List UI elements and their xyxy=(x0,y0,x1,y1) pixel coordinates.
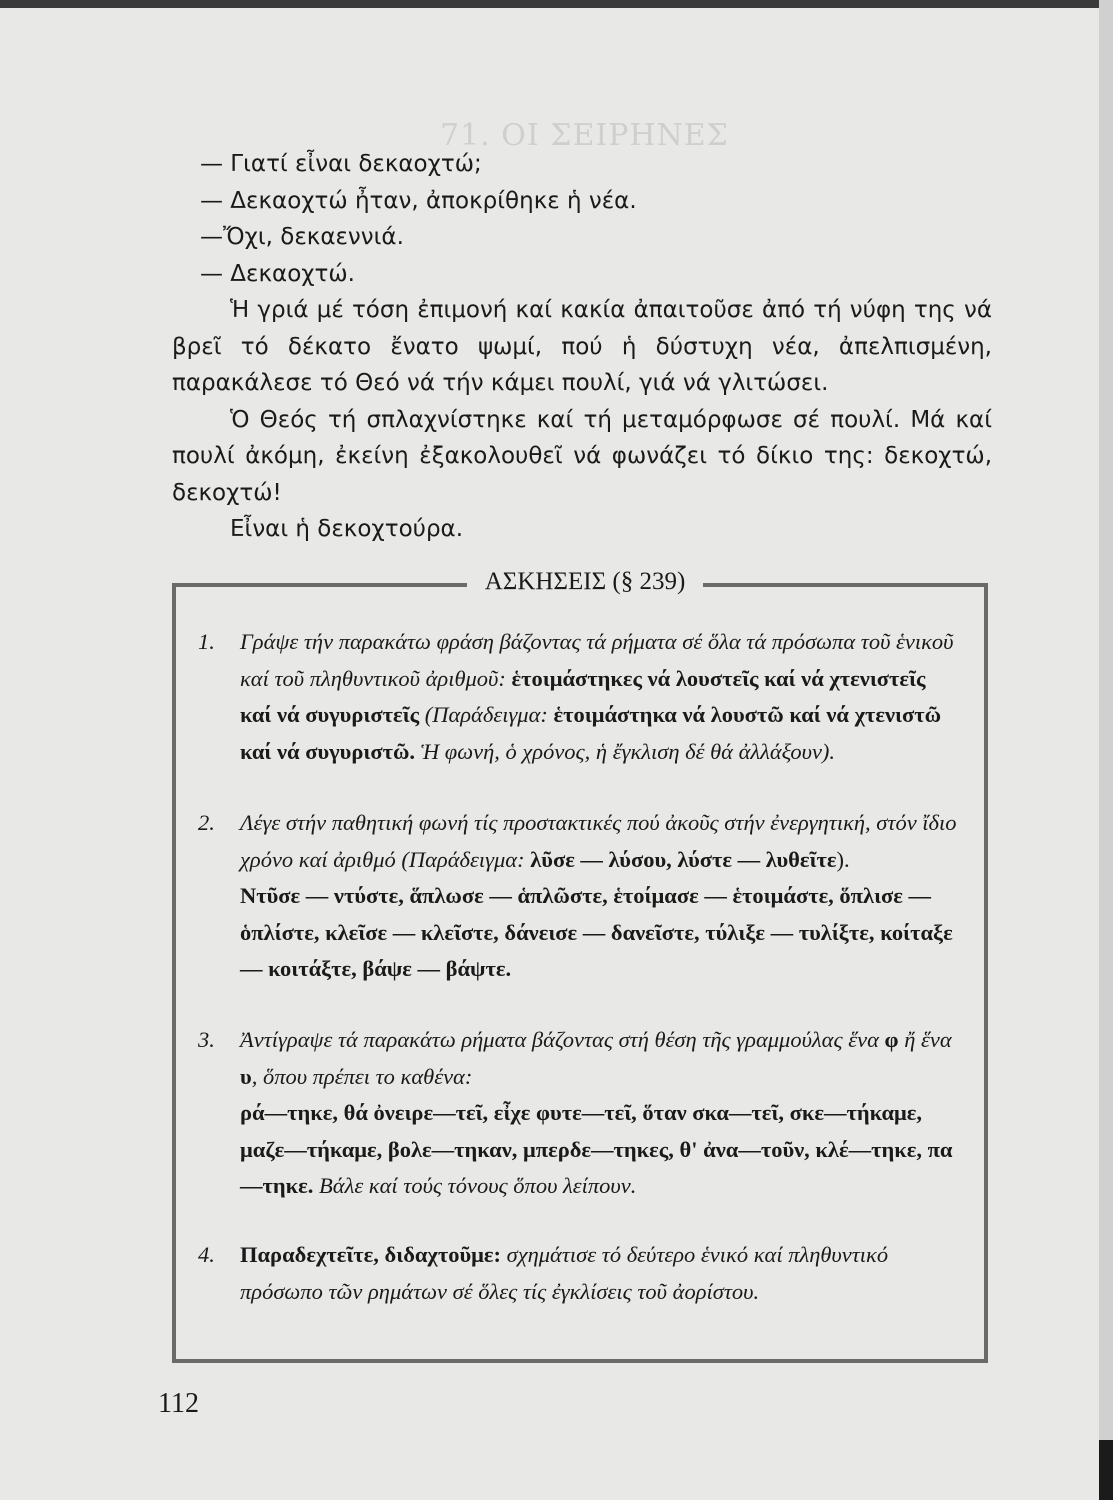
exercise-instruction: Λέγε στήν παθητική φωνή τίς προστακτικές πού ἀκοῦς στήν ἐνεργητική, στόν ἴδιο χρόνο καί ἀριθμό (Παράδειγμα: xyxy=(240,810,957,872)
exercise-2 xyxy=(198,805,958,988)
story-paragraph-3: Εἶναι ἡ δεκοχτούρα. xyxy=(230,516,464,542)
dialogue-line-4: — Δεκαοχτώ. xyxy=(200,260,355,287)
exercise-1 xyxy=(198,624,958,770)
exercise-instruction: Ἀντίγραψε τά παρακάτω ρήματα βάζοντας στή θέση τῆς γραμμούλας ἕνα xyxy=(240,1027,885,1052)
exercise-tail: Βάλε καί τούς τόνους ὅπου λείπουν. xyxy=(313,1173,637,1198)
exercise-instruction: Γράψε τήν παρακάτω φράση βάζοντας τά ρήματα σέ ὅλα τά πρόσωπα τοῦ ἑνικοῦ καί τοῦ πληθυντικοῦ ἀριθμοῦ: xyxy=(240,629,954,691)
instruction-mid: ἤ ἕνα xyxy=(898,1027,952,1052)
letter-upsilon: υ xyxy=(240,1063,252,1089)
exercises-title: ΑΣΚΗΣΕΙΣ (§ 239) xyxy=(230,568,940,596)
example-text: λῦσε — λύσου, λύστε — λυθεῖτε xyxy=(530,846,837,872)
exercise-number: 2. xyxy=(198,810,215,835)
exercise-instruction: σχημάτισε τό δεύτερο ἑνικό καί πληθυντικό πρόσωπο τῶν ρημάτων σέ ὅλες τίς ἐγκλίσεις τοῦ ἀορίστου. xyxy=(240,1242,889,1304)
exercise-number: 1. xyxy=(198,629,215,654)
exercise-number: 3. xyxy=(198,1027,215,1052)
exercise-phrase: ἑτοιμάστηκες νά λουστεῖς καί νά χτενιστεῖς καί νά συγυριστεῖς xyxy=(240,665,926,727)
story-text xyxy=(172,146,992,548)
dialogue-line-3: —Ὄχι, δεκαεννιά. xyxy=(200,224,404,250)
page-number: 112 xyxy=(158,1388,199,1419)
verb-list: ρά—τηκε, θά ὀνειρε—τεῖ, εἶχε φυτε—τεῖ, ὅταν σκα—τεῖ, σκε—τήκαμε, μαζε—τήκαμε, βολε—τηκαν, μπερδε—τηκες, θ' ἀνα—τοῦν, κλέ—τηκε, πα—τηκε. Βάλε καί τούς τόνους ὅπου λείπουν. xyxy=(240,1100,953,1198)
dialogue-line-1: — Γιατί εἶναι δεκαοχτώ; xyxy=(200,151,482,177)
exercise-3 xyxy=(198,1022,958,1205)
story-paragraph-2: Ὁ Θεός τή σπλαχνίστηκε καί τή μεταμόρφωσε σέ πουλί. Μά καί πουλί ἀκόμη, ἐκείνη ἐξακολουθεῖ νά φωνάζει τό δίκιο της: δεκοχτώ, δεκοχτώ! xyxy=(172,406,992,506)
scan-top-edge xyxy=(0,0,1113,8)
letter-phi: φ xyxy=(884,1027,899,1052)
bleed-through-heading: 71. ΟΙ ΣΕΙΡΗΝΕΣ xyxy=(440,118,729,153)
exercise-number: 4. xyxy=(198,1242,215,1267)
scan-right-edge xyxy=(1099,0,1113,1500)
scan-corner xyxy=(1099,1440,1113,1500)
example-open: (Παράδειγμα: xyxy=(424,702,554,727)
dialogue-line-2: — Δεκαοχτώ ἦταν, ἀποκρίθηκε ἡ νέα. xyxy=(200,187,637,214)
instruction-end: , ὅπου πρέπει το καθένα: xyxy=(251,1063,473,1089)
verb-list: Ντῦσε — ντύστε, ἅπλωσε — ἁπλῶστε, ἑτοίμασε — ἑτοιμάστε, ὅπλισε — ὁπλίστε, κλεῖσε — κλεῖστε, δάνεισε — δανεῖστε, τύλιξε — τυλίξτε, κοίταξε — κοιτάξτε, βάψε — βάψτε. xyxy=(240,883,953,981)
story-paragraph-1: Ἡ γριά μέ τόση ἐπιμονή καί κακία ἀπαιτοῦσε ἀπό τή νύφη της νά βρεῖ τό δέκατο ἔνατο ψωμί, πού ἡ δύστυχη νέα, ἀπελπισμένη, παρακάλεσε τό Θεό νά τήν κάμει πουλί, γιά νά γλιτώσει. xyxy=(172,297,992,396)
exercise-4 xyxy=(198,1237,958,1310)
example-close: ). xyxy=(836,846,850,872)
example-close: Ἡ φωνή, ὁ χρόνος, ἡ ἔγκλιση δέ θά ἀλλάξουν). xyxy=(415,738,836,764)
exercise-verbs: Παραδεχτεῖτε, διδαχτοῦμε: xyxy=(240,1242,501,1267)
example-text: ἑτοιμάστηκα νά λουστῶ καί νά χτενιστῶ καί νά συγυριστῶ. xyxy=(240,702,942,764)
